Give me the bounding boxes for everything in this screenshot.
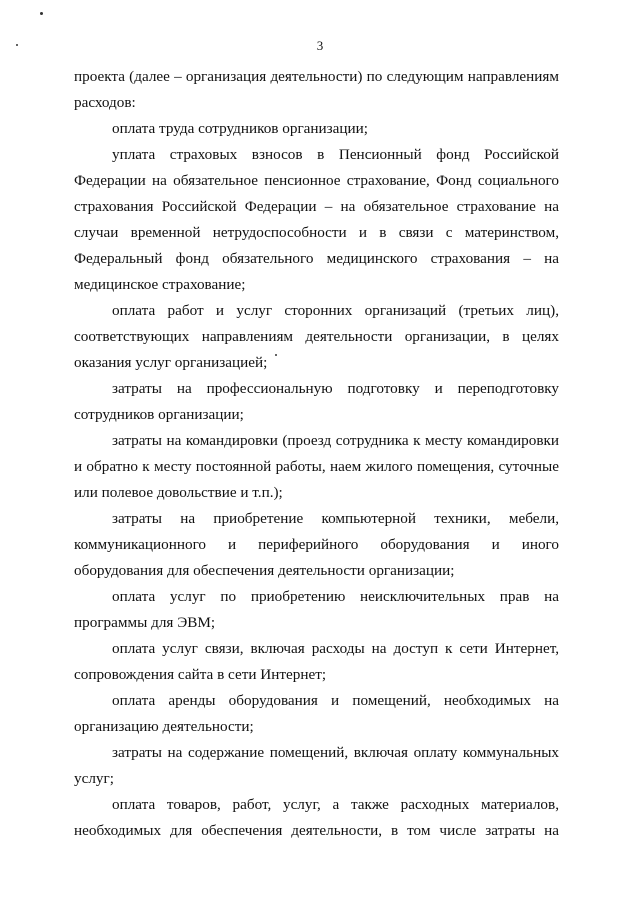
paragraph-line: страхования Российской Федерации – на обязательное страхование на <box>74 198 559 215</box>
paragraph-line: медицинское страхование; <box>74 276 246 293</box>
paragraph-line: и обратно к месту постоянной работы, наем жилого помещения, суточные <box>74 458 559 475</box>
paragraph-line: проекта (далее – организация деятельности) по следующим направлениям <box>74 68 559 85</box>
paragraph-line: уплата страховых взносов в Пенсионный фонд Российской <box>112 146 559 163</box>
paragraph-line: оплата услуг по приобретению неисключительных прав на <box>112 588 559 605</box>
scan-speck <box>40 12 43 15</box>
paragraph-line: оплата труда сотрудников организации; <box>112 120 369 137</box>
page-number: 3 <box>316 38 324 53</box>
paragraph-line: сопровождения сайта в сети Интернет; <box>74 666 327 683</box>
paragraph-line: коммуникационного и периферийного оборудования и иного <box>74 536 559 553</box>
paragraph-line: оплата услуг связи, включая расходы на доступ к сети Интернет, <box>112 640 559 657</box>
paragraph-line: услуг; <box>74 770 114 787</box>
paragraph-line: необходимых для обеспечения деятельности, в том числе затраты на <box>74 822 559 839</box>
paragraph-line: соответствующих направлениям деятельности организации, в целях <box>74 328 559 345</box>
paragraph-line: оборудования для обеспечения деятельности организации; <box>74 562 455 579</box>
paragraph-line: или полевое довольствие и т.п.); <box>74 484 283 501</box>
paragraph-line: сотрудников организации; <box>74 406 244 423</box>
document-body <box>74 64 559 844</box>
paragraph-line: оплата товаров, работ, услуг, а также расходных материалов, <box>112 796 559 813</box>
paragraph-line: Федерации на обязательное пенсионное страхование, Фонд социального <box>74 172 559 189</box>
paragraph-line: затраты на приобретение компьютерной техники, мебели, <box>112 510 559 527</box>
paragraph-line: оплата работ и услуг сторонних организаций (третьих лиц), <box>112 302 559 319</box>
paragraph-line: расходов: <box>74 94 136 111</box>
paragraph-line: случаи временной нетрудоспособности и в связи с материнством, <box>74 224 559 241</box>
paragraph-line: программы для ЭВМ; <box>74 614 216 631</box>
paragraph-line: Федеральный фонд обязательного медицинского страхования – на <box>74 250 559 267</box>
paragraph-line: затраты на командировки (проезд сотрудника к месту командировки <box>112 432 559 449</box>
paragraph-line: оказания услуг организацией; <box>74 354 268 371</box>
paragraph-line: затраты на содержание помещений, включая оплату коммунальных <box>112 744 559 761</box>
paragraph-line: затраты на профессиональную подготовку и переподготовку <box>112 380 559 397</box>
paragraph-line: оплата аренды оборудования и помещений, необходимых на <box>112 692 559 709</box>
paragraph-line: организацию деятельности; <box>74 718 254 735</box>
